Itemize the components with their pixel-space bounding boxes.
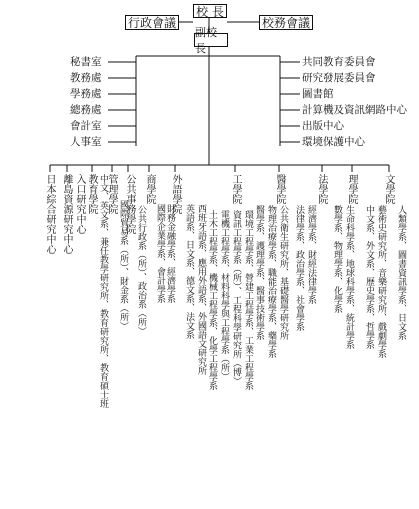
unit-publishing-center: 出版中心 — [302, 120, 344, 132]
college-name: 工學院 — [230, 174, 241, 204]
college-name: 商學院 — [144, 174, 155, 204]
president-label: 校 長 — [196, 4, 224, 19]
unit-research-development: 研究發展委員會 — [302, 72, 376, 84]
dept-list: 西班牙語系、應用外語系、外國語文研究所 — [196, 204, 206, 375]
office-student-affairs: 學務處 — [70, 88, 102, 100]
office-secretariat: 秘書室 — [70, 56, 102, 68]
dept-list: 生命科學系、地球科學系、統計學系 — [344, 205, 354, 349]
unit-library: 圖書館 — [302, 88, 334, 100]
center-island-resources: 離島資源研究中心 — [61, 174, 72, 254]
office-accounting: 會計室 — [70, 120, 102, 132]
office-academic-affairs: 教務處 — [70, 72, 102, 84]
office-general-affairs: 總務處 — [70, 104, 102, 116]
unit-general-education: 共同教育委員會 — [302, 56, 376, 68]
college-name: 公共事務學院 — [124, 174, 135, 234]
affairs-meeting-box — [259, 15, 313, 30]
dept-list: 藝術史研究所、音樂研究所、戲劇學系 — [376, 205, 386, 358]
college-name: 醫學院 — [274, 174, 285, 204]
dept-list: 人類學系、圖書資訊學系、日文系 — [396, 205, 406, 340]
dept-list: 國際企業學系、會計學系 — [155, 204, 165, 303]
dept-list: 醫學系、護理學系、醫事技術學系 — [254, 205, 264, 340]
dept-list: 財務金融學系、經濟學系 — [165, 204, 175, 303]
dept-list: 數學系、物理學系、化學系 — [332, 205, 342, 313]
college-name: 教育學院 — [86, 174, 97, 214]
vice-president-box — [194, 26, 228, 55]
dept-list: 中文系、外文系、歷史學系、哲學系 — [364, 205, 374, 349]
dept-list: 電機工程學系、材料科學與工程學系（所） — [219, 210, 229, 381]
dept-list: 公共行政系（所）、政治系（所） — [136, 205, 146, 336]
dept-list: 英語系、日文系、德文系、法文系 — [184, 204, 194, 339]
dept-list: 公共衛生研究所、基礎醫學研究所 — [278, 205, 288, 340]
college-name: 文學院 — [383, 174, 394, 204]
vice-president-label: 副校長 — [195, 26, 217, 55]
unit-environment-center: 環境保護中心 — [302, 136, 365, 148]
college-name: 管理學院 — [106, 174, 117, 214]
president-box — [193, 4, 227, 18]
affairs-meeting-label: 校務會議 — [261, 16, 310, 30]
dept-list: 資訊工程學系（所）、工程科學研究所（博） — [231, 210, 241, 386]
dept-list: 環境工程學系、營建工程學系、工業工程學系 — [243, 210, 253, 390]
dept-list: 國際貿易系（所）、財金系（所） — [118, 200, 128, 331]
center-entrance-research: 入口研究中心 — [74, 174, 85, 234]
center-japan-studies: 日本綜合研究中心 — [44, 174, 55, 254]
college-name: 法學院 — [316, 174, 327, 204]
admin-meeting-label: 行政會議 — [127, 16, 176, 30]
admin-meeting-box — [125, 15, 179, 30]
dept-list: 土木工程學系、機械工程學系、化學工程學系 — [207, 210, 217, 390]
unit-computer-center: 計算機及資訊網路中心 — [302, 104, 407, 116]
dept-list: 法律學系、政治學系、社會學系 — [294, 205, 304, 331]
dept-list: 物理治療學系、職能治療學系、藥學系 — [266, 205, 276, 358]
dept-list: 經濟學系、財經法律學系 — [306, 205, 316, 304]
office-personnel: 人事室 — [70, 136, 102, 148]
college-name: 外語學院 — [170, 174, 181, 214]
college-name: 理學院 — [346, 174, 357, 204]
dept-list: 中文、英文系、兼任教學研究所、教育研究所、教育碩士班 — [98, 174, 108, 408]
